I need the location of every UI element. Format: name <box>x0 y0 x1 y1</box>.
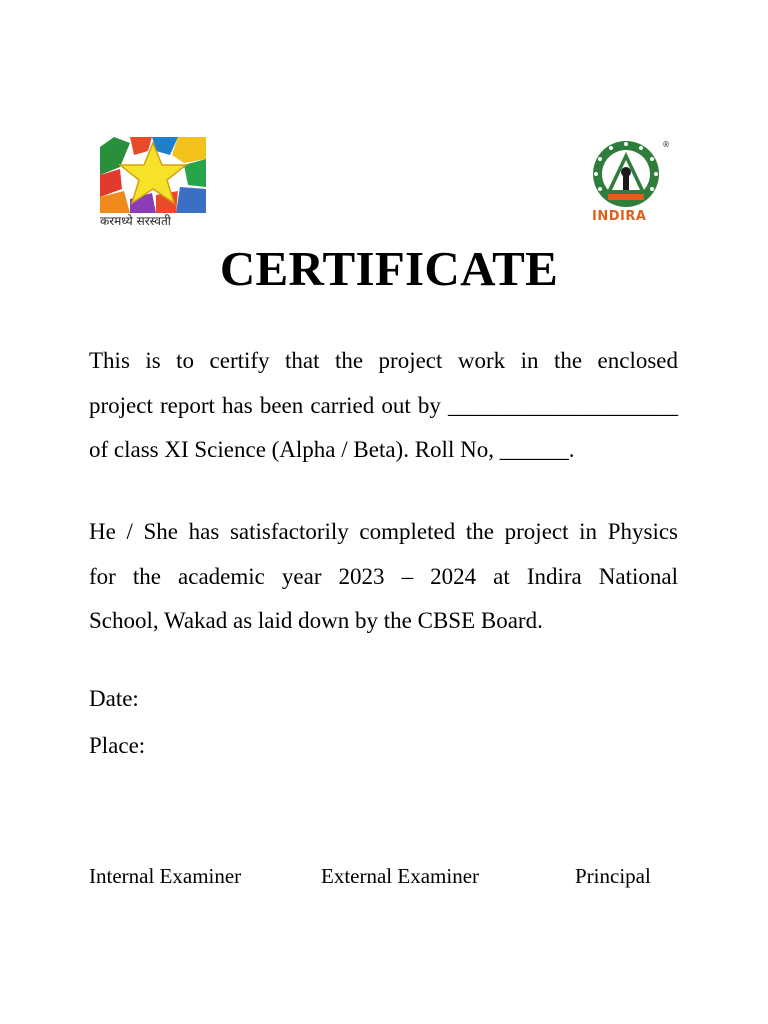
paragraph2-line1: He / She has satisfactorily completed the project in Physics <box>89 519 678 544</box>
paragraph2-line3: School, Wakad as laid down by the CBSE Board. <box>89 608 543 633</box>
date-label: Date: <box>89 686 139 711</box>
paragraph2-line2: for the academic year 2023 – 2024 at Indira National <box>89 563 678 589</box>
paragraph1-line2: project report has been carried out by ____________________ <box>89 392 678 418</box>
school-motto: करमध्ये सरस्वती <box>100 214 171 228</box>
registered-mark: ® <box>662 140 670 149</box>
indira-emblem-icon <box>588 138 676 212</box>
indira-brand: INDIRA <box>592 209 647 224</box>
principal-signature: Principal <box>575 864 651 888</box>
completion-paragraph <box>89 510 678 644</box>
paragraph1-line1: This is to certify that the project work in the enclosed <box>89 348 678 373</box>
paragraph1-line3: of class XI Science (Alpha / Beta). Roll No, ______. <box>89 437 575 462</box>
certificate-title: CERTIFICATE <box>219 241 559 296</box>
star-handprint-logo-icon <box>100 137 206 213</box>
school-logo-left <box>100 137 208 232</box>
school-logo-right <box>584 138 676 228</box>
internal-examiner-signature: Internal Examiner <box>89 864 242 888</box>
external-examiner-signature: External Examiner <box>321 864 480 888</box>
certification-paragraph <box>89 339 678 473</box>
place-label: Place: <box>89 733 146 758</box>
